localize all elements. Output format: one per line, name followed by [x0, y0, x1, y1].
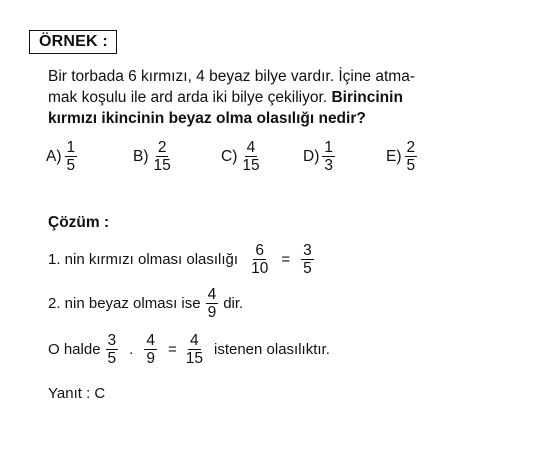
- option-e-fraction: [405, 140, 418, 173]
- solution-line-3-frac-2-num: 4: [146, 332, 155, 349]
- option-e-num: 2: [406, 139, 416, 156]
- option-a-num: 1: [66, 139, 76, 156]
- option-b-label: B): [133, 147, 149, 165]
- question-bold-1: Birincinin: [331, 89, 403, 106]
- option-a-fraction: [65, 140, 78, 173]
- solution-line-3-frac-2: [144, 333, 157, 366]
- solution-line-1-frac-2-num: 3: [303, 242, 312, 259]
- solution-title: Çözüm :: [48, 214, 110, 231]
- solution-line-1-eq: =: [281, 251, 291, 268]
- solution-line-3-dot: .: [129, 341, 134, 358]
- option-d-num: 1: [324, 139, 333, 156]
- solution-line-1-frac-2: [301, 243, 314, 276]
- solution-line-1-frac-1-den: 10: [251, 260, 269, 277]
- solution-line-3-eq: =: [167, 341, 177, 358]
- option-b-num: 2: [157, 139, 167, 156]
- option-c-num: 4: [246, 139, 256, 156]
- option-b-den: 15: [153, 157, 171, 174]
- solution-line-3-frac-3: [184, 333, 205, 366]
- option-e-den: 5: [406, 157, 416, 174]
- option-d-fraction: [322, 140, 335, 173]
- solution-line-1-frac-1-num: 6: [255, 242, 265, 259]
- solution-line-3-frac-3-den: 15: [185, 350, 203, 367]
- option-b: [133, 140, 173, 173]
- option-b-fraction: [152, 140, 173, 173]
- solution-line-1-frac-1: [249, 243, 270, 276]
- option-c-label: C): [221, 147, 238, 165]
- solution-line-3-text-before: O halde: [48, 341, 101, 358]
- option-d-label: D): [303, 147, 320, 165]
- solution-answer: Yanıt : C: [48, 385, 106, 402]
- solution-line-3: [48, 333, 330, 366]
- solution-line-1: [48, 243, 314, 276]
- question-line-2: [48, 87, 498, 108]
- solution-line-3-frac-1: [106, 333, 119, 366]
- solution-line-2-text-after: dir.: [223, 295, 244, 312]
- solution-line-1-frac-2-den: 5: [303, 260, 312, 277]
- option-e: [386, 140, 417, 173]
- question-line-1: Bir torbada 6 kırmızı, 4 beyaz bilye vardır. İçine atma-: [48, 68, 415, 85]
- question-bold-2: kırmızı ikincinin beyaz olma olasılığı nedir?: [48, 110, 366, 127]
- example-header: ÖRNEK :: [29, 30, 117, 54]
- answer-options: [46, 140, 506, 180]
- option-c: [221, 140, 262, 173]
- option-a-label: A): [46, 147, 62, 165]
- solution-line-3-frac-3-num: 4: [190, 332, 199, 349]
- option-d: [303, 140, 335, 173]
- option-a-den: 5: [66, 157, 76, 174]
- solution-line-2-frac-num: 4: [207, 286, 217, 303]
- question-line-2-text: mak koşulu ile ard arda iki bilye çekiliyor.: [48, 89, 328, 106]
- option-c-den: 15: [242, 157, 260, 174]
- option-a: [46, 140, 77, 173]
- solution-line-2: [48, 287, 243, 320]
- solution-line-3-frac-1-den: 5: [107, 350, 117, 367]
- solution-line-3-text-after: istenen olasılıktır.: [213, 341, 330, 358]
- solution-line-3-frac-2-den: 9: [146, 350, 155, 367]
- question-text: [48, 66, 498, 129]
- option-d-den: 3: [324, 157, 333, 174]
- solution-line-2-frac: [206, 287, 219, 320]
- question-line-3: [48, 108, 498, 129]
- solution-line-2-text-before: 2. nin beyaz olması ise: [48, 295, 201, 312]
- option-e-label: E): [386, 147, 402, 165]
- option-c-fraction: [240, 140, 261, 173]
- solution-line-3-frac-1-num: 3: [107, 332, 117, 349]
- solution-line-1-text: 1. nin kırmızı olması olasılığı: [48, 251, 239, 268]
- solution-line-2-frac-den: 9: [207, 304, 217, 321]
